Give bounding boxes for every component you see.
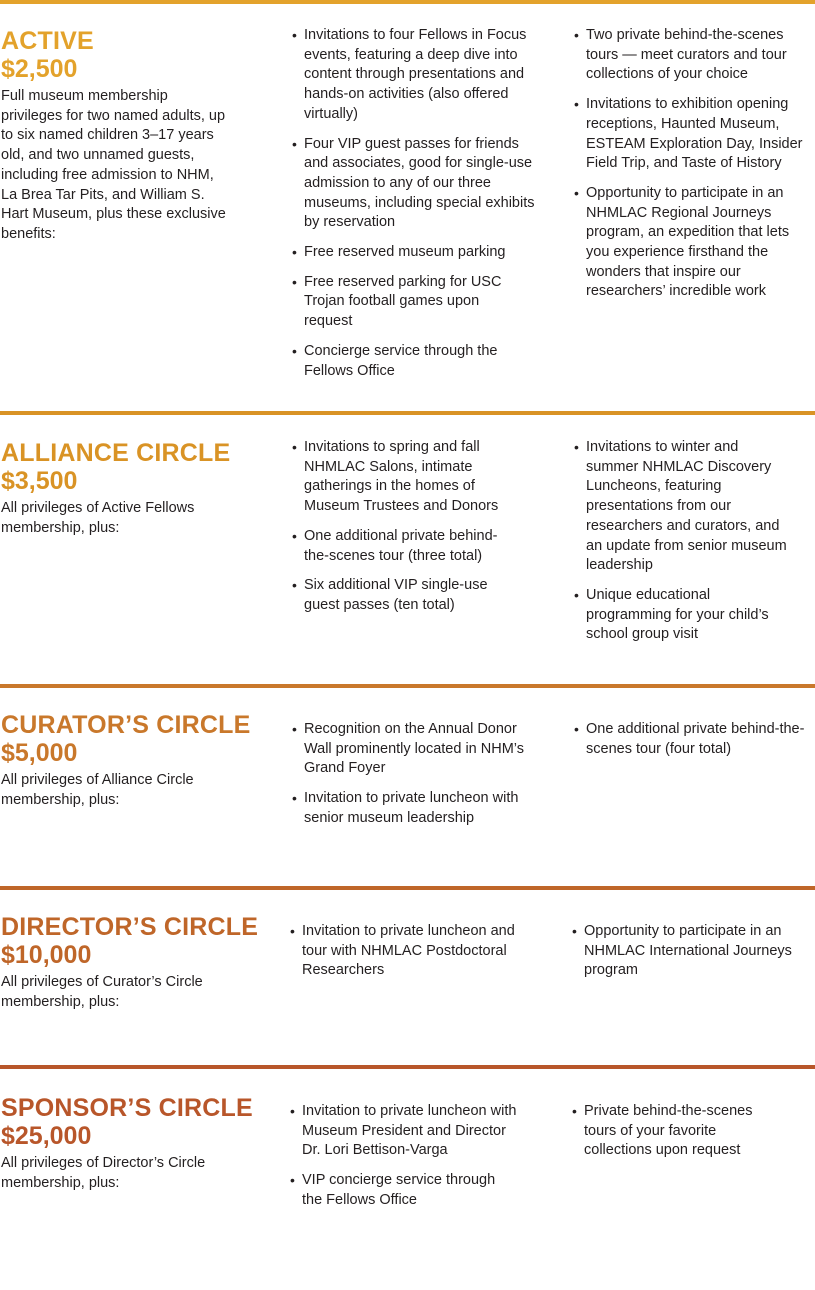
list-item: • Concierge service through the Fellows Office <box>290 342 540 381</box>
list-item: • Invitation to private luncheon with Museum President and Director Dr. Lori Bettison-Varga <box>288 1102 538 1161</box>
list-item: • One additional private behind-the-scenes tour (four total) <box>572 720 815 759</box>
list-item: • Invitation to private luncheon with senior museum leadership <box>290 789 540 828</box>
list-item: • Free reserved parking for USC Trojan football games upon request <box>290 273 540 332</box>
tier-curator-benefits-col2 <box>572 720 815 769</box>
tier-price: $25,000 <box>1 1122 92 1150</box>
tier-description: All privileges of Active Fellows membership, plus: <box>1 500 195 536</box>
list-item: • Free reserved museum parking <box>290 243 540 263</box>
tier-alliance-header <box>1 439 261 538</box>
list-item: • Invitations to winter and summer NHMLAC Discovery Luncheons, featuring presentations from our researchers and curators, and an update from senior museum leadership <box>572 438 815 576</box>
tier-curator-benefits-col1 <box>290 720 540 839</box>
tier-description: All privileges of Curator’s Circle membership, plus: <box>1 974 203 1010</box>
list-item: • VIP concierge service through the Fellows Office <box>288 1171 538 1210</box>
list-item: • Opportunity to participate in an NHMLAC International Journeys program <box>570 922 813 981</box>
tier-director-benefits-col1 <box>288 922 538 991</box>
tier-active-benefits-col2 <box>572 26 815 312</box>
tier-sponsor-header <box>1 1094 261 1193</box>
tier-alliance-benefits-col1 <box>290 438 530 626</box>
divider-sponsor <box>0 1065 815 1069</box>
list-item: • Four VIP guest passes for friends and associates, good for single-use admission to any of our three museums, including special exhibits by reservation <box>290 135 540 234</box>
divider-curator <box>0 684 815 688</box>
tier-director-header <box>1 913 261 1012</box>
list-item: • Invitations to four Fellows in Focus events, featuring a deep dive into content through presentations and hands-on activities (also offered virtually) <box>290 26 540 125</box>
tier-sponsor-benefits-col1 <box>288 1102 538 1221</box>
tier-name: ACTIVE <box>1 27 94 55</box>
tier-director-benefits-col2 <box>570 922 813 991</box>
divider-alliance <box>0 411 815 415</box>
tier-price: $5,000 <box>1 739 78 767</box>
list-item: • Two private behind-the-scenes tours — meet curators and tour collections of your choice <box>572 26 815 85</box>
list-item: • Invitations to spring and fall NHMLAC Salons, intimate gatherings in the homes of Museum Trustees and Donors <box>290 438 530 517</box>
tier-price: $10,000 <box>1 941 92 969</box>
list-item: • Opportunity to participate in an NHMLAC Regional Journeys program, an expedition that lets you experience firsthand the wonders that inspire our researchers’ incredible work <box>572 184 815 302</box>
list-item: • Unique educational programming for your child’s school group visit <box>572 586 815 645</box>
list-item: • Six additional VIP single-use guest passes (ten total) <box>290 576 530 615</box>
list-item: • One additional private behind-the-scenes tour (three total) <box>290 527 530 566</box>
tier-description: All privileges of Alliance Circle membership, plus: <box>1 772 194 808</box>
tier-alliance-benefits-col2 <box>572 438 815 655</box>
tier-description: All privileges of Director’s Circle membership, plus: <box>1 1155 206 1191</box>
tier-active-benefits-col1 <box>290 26 540 391</box>
list-item: • Invitation to private luncheon and tour with NHMLAC Postdoctoral Researchers <box>288 922 538 981</box>
tier-price: $3,500 <box>1 467 78 495</box>
divider-active <box>0 0 815 4</box>
list-item: • Recognition on the Annual Donor Wall prominently located in NHM’s Grand Foyer <box>290 720 540 779</box>
tier-curator-header <box>1 711 261 810</box>
tier-name: ALLIANCE CIRCLE <box>1 439 231 467</box>
list-item: • Invitations to exhibition opening receptions, Haunted Museum, ESTEAM Exploration Day, Insider Field Trip, and Taste of History <box>572 95 815 174</box>
tier-active-header <box>1 27 261 245</box>
tier-name: DIRECTOR’S CIRCLE <box>1 913 259 941</box>
divider-director <box>0 886 815 890</box>
tier-name: SPONSOR’S CIRCLE <box>1 1094 253 1122</box>
list-item: • Private behind-the-scenes tours of your favorite collections upon request <box>570 1102 813 1161</box>
tier-sponsor-benefits-col2 <box>570 1102 813 1171</box>
tier-description: Full museum membership privileges for two named adults, up to six named children 3–17 years old, and two unnamed guests, including free admission to NHM, La Brea Tar Pits, and William S. Hart Museum, plus these exclusive benefits: <box>1 88 226 242</box>
tier-name: CURATOR’S CIRCLE <box>1 711 251 739</box>
tier-price: $2,500 <box>1 55 78 83</box>
